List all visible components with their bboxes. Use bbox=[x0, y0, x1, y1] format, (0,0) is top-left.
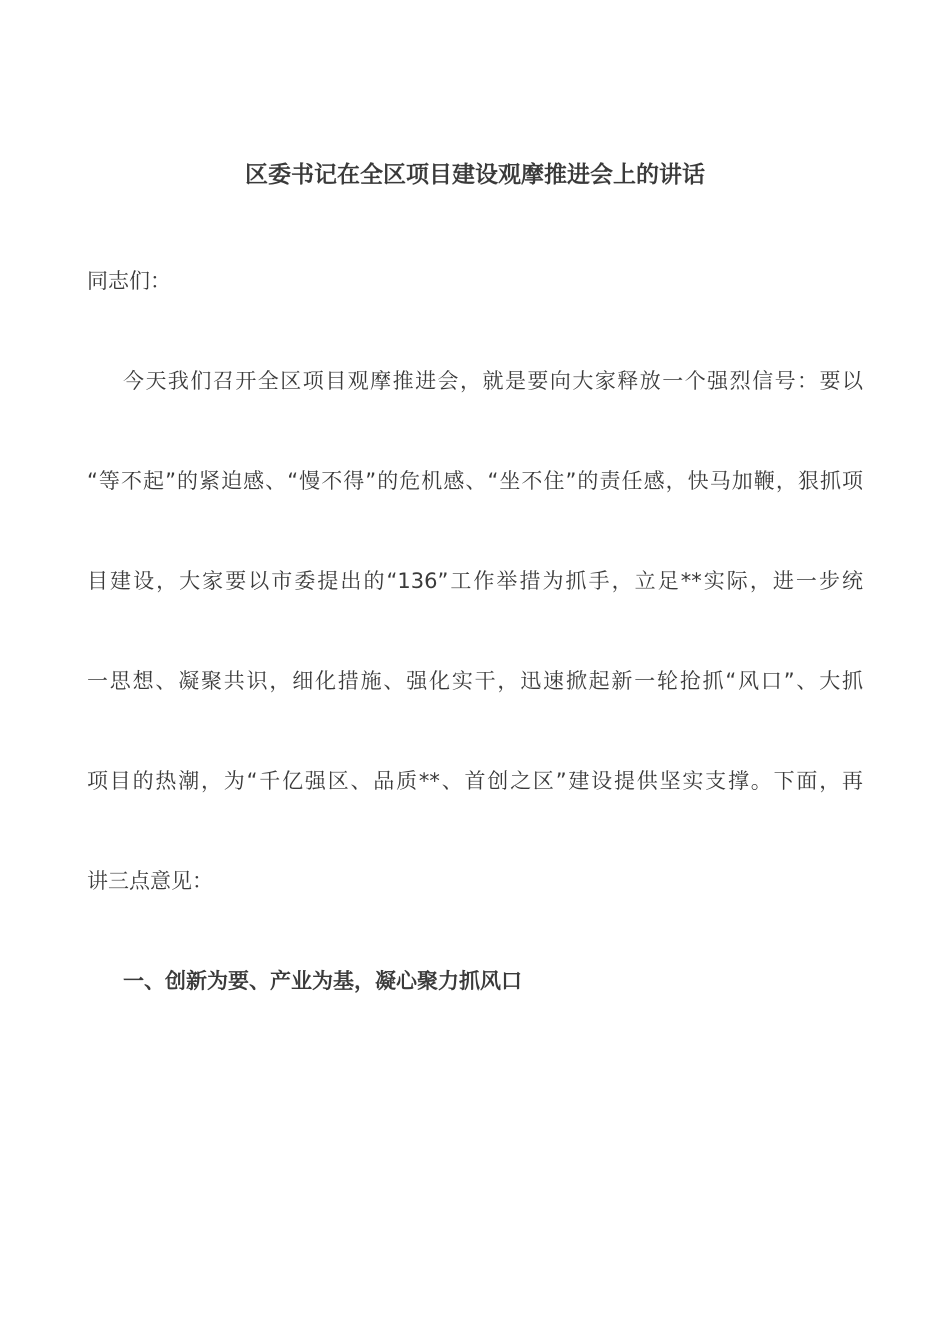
paragraph-line: 项目的热潮，为“千亿强区、品质**、首创之区”建设提供坚实支撑。下面，再 bbox=[87, 769, 863, 793]
paragraph-line: 目建设，大家要以市委提出的“136”工作举措为抓手，立足**实际，进一步统 bbox=[87, 569, 863, 593]
paragraph-line: “等不起”的紧迫感、“慢不得”的危机感、“坐不住”的责任感，快马加鞭，狠抓项 bbox=[87, 469, 863, 493]
salutation: 同志们： bbox=[87, 269, 171, 293]
document-title: 区委书记在全区项目建设观摩推进会上的讲话 bbox=[245, 162, 705, 188]
paragraph-line: 讲三点意见： bbox=[87, 869, 213, 893]
paragraph-line: 今天我们召开全区项目观摩推进会，就是要向大家释放一个强烈信号：要以 bbox=[123, 369, 863, 393]
paragraph-line: 一思想、凝聚共识，细化措施、强化实干，迅速掀起新一轮抢抓“风口”、大抓 bbox=[87, 669, 863, 693]
section-heading: 一、创新为要、产业为基，凝心聚力抓风口 bbox=[123, 969, 522, 993]
